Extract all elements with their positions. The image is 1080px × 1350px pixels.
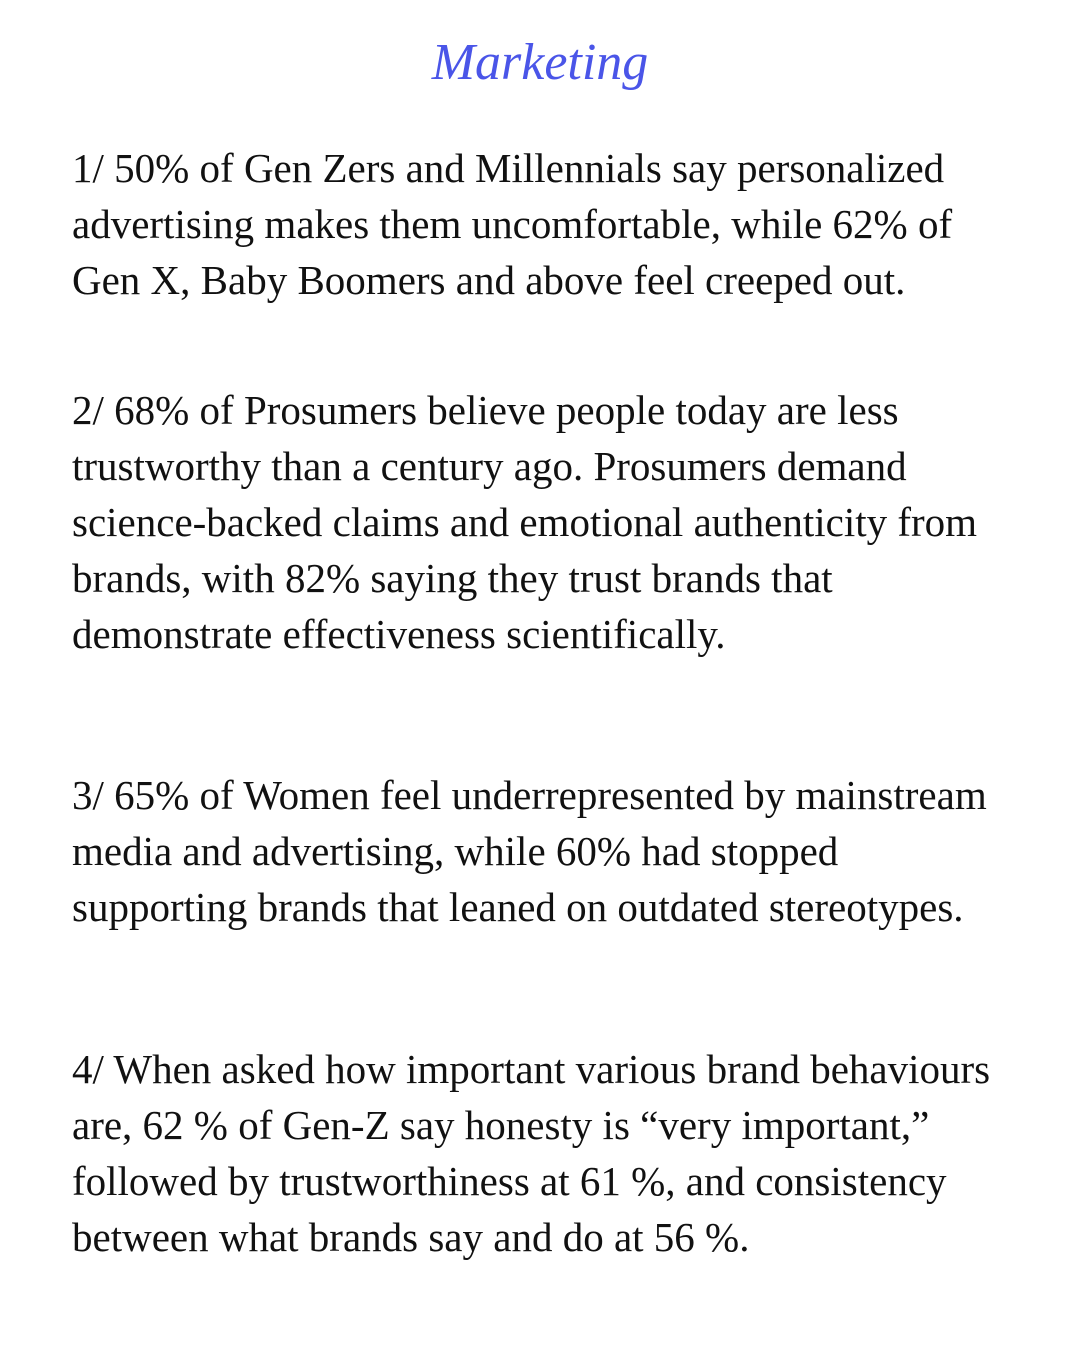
- statistic-paragraph-2: 2/ 68% of Prosumers believe people today are less trustworthy than a century ago. Prosumers demand science-backed claims and emotional authenticity from brands, with 82% saying they trust brands that demonstrate effectiveness scientifically.: [72, 387, 978, 657]
- page-title: Marketing: [431, 34, 649, 91]
- statistic-paragraph-1: 1/ 50% of Gen Zers and Millennials say personalized advertising makes them uncomfortable, while 62% of Gen X, Baby Boomers and above feel creeped out.: [72, 145, 953, 303]
- statistic-paragraph-3: 3/ 65% of Women feel underrepresented by mainstream media and advertising, while 60% had stopped supporting brands that leaned on outdated stereotypes.: [72, 772, 987, 930]
- statistic-paragraph-4: 4/ When asked how important various brand behaviours are, 62 % of Gen-Z say honesty is “very important,” followed by trustworthiness at 61 %, and consistency between what brands say and do at 56 %.: [72, 1046, 991, 1260]
